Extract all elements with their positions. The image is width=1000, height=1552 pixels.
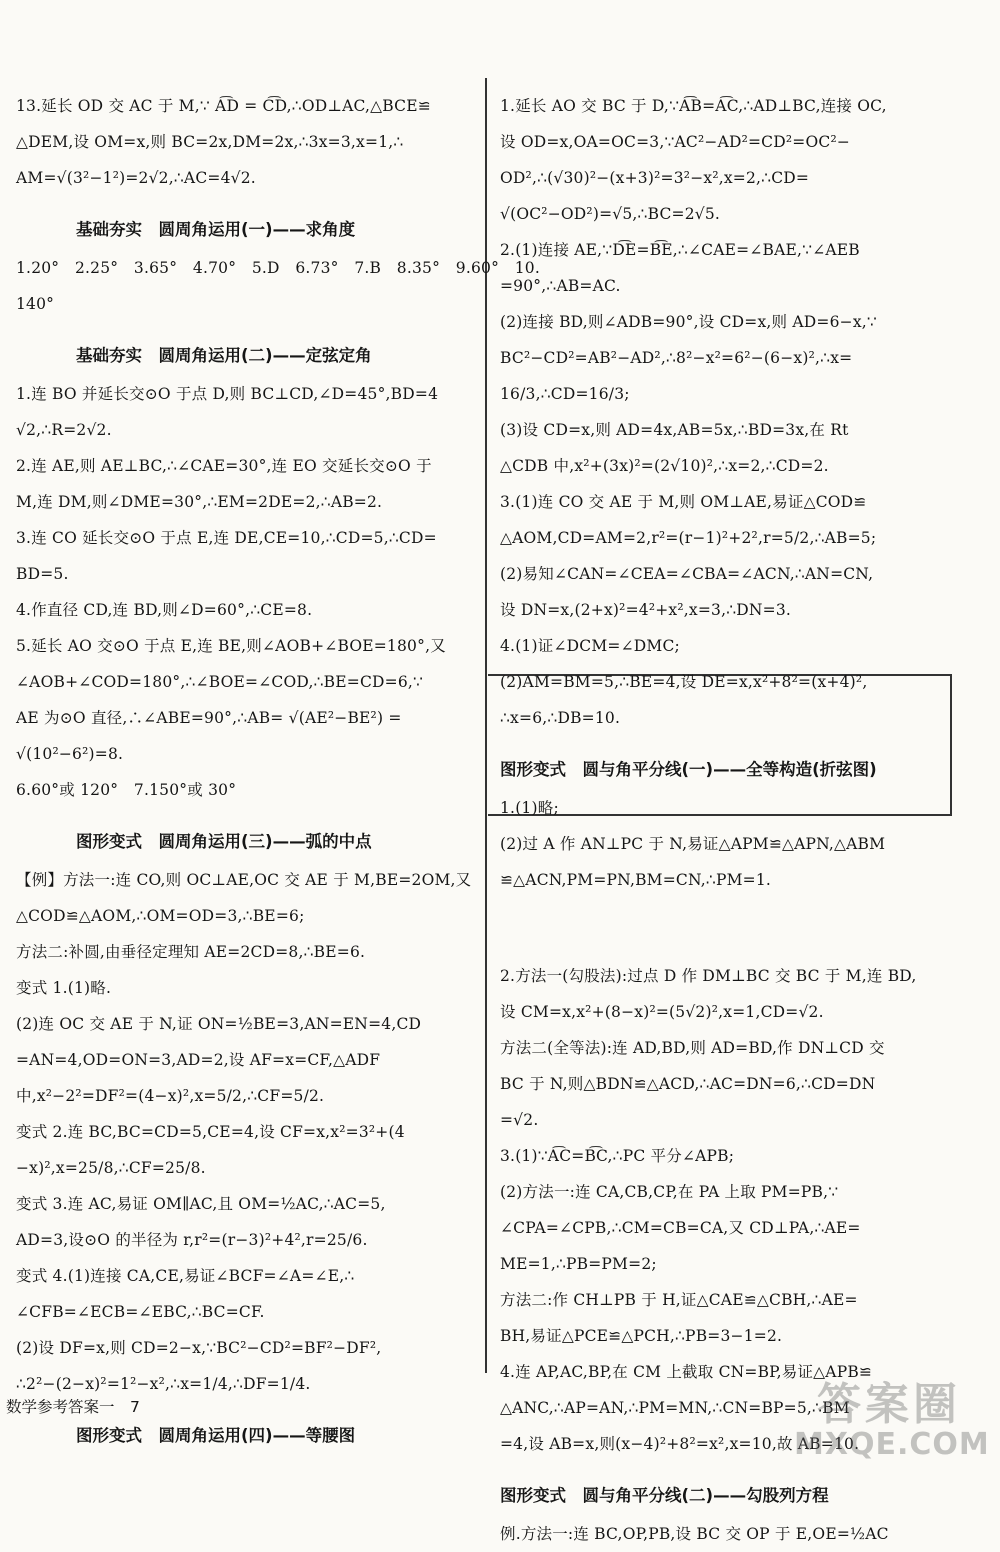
text-line: (2)AM=BM=5,∴BE=4,设 DE=x,x²+8²=(x+4)², — [500, 673, 868, 691]
text-line: 1.20° 2.25° 3.65° 4.70° 5.D 6.73° 7.B 8.35° 9.60° 10. — [16, 259, 540, 277]
text-line: 1.(1)略; — [500, 799, 559, 817]
text-line: 变式 1.(1)略. — [16, 979, 112, 997]
text-line: 设 CM=x,x²+(8−x)²=(5√2)²,x=1,CD=√2. — [500, 1003, 824, 1021]
text-line: 【例】方法一:连 CO,则 OC⊥AE,OC 交 AE 于 M,BE=2OM,又 — [16, 871, 472, 889]
text-line: ME=1,∴PB=PM=2; — [500, 1255, 657, 1273]
text-line: 4.作直径 CD,连 BD,则∠D=60°,∴CE=8. — [16, 601, 313, 619]
section-heading: 图形变式 圆与角平分线(一)——全等构造(折弦图) — [500, 760, 877, 779]
text-line: AD=3,设⊙O 的半径为 r,r²=(r−3)²+4²,r=25/6. — [16, 1231, 368, 1249]
text-line: ∴x=6,∴DB=10. — [500, 709, 621, 727]
text-line: (2)方法一:连 CA,CB,CP,在 PA 上取 PM=PB,∵ — [500, 1183, 839, 1201]
section-heading: 图形变式 圆周角运用(三)——弧的中点 — [76, 832, 372, 851]
text-line: =90°,∴AB=AC. — [500, 277, 621, 295]
watermark — [794, 1379, 990, 1466]
text-line: BD=5. — [16, 565, 69, 583]
text-line: △DEM,设 OM=x,则 BC=2x,DM=2x,∴3x=3,x=1,∴ — [16, 133, 404, 151]
text-line: BH,易证△PCE≌△PCH,∴PB=3−1=2. — [500, 1327, 783, 1345]
watermark-url: MXQE.COM — [794, 1427, 990, 1462]
text-line: △COD≌△AOM,∴OM=OD=3,∴BE=6; — [16, 907, 305, 925]
text-line: (3)设 CD=x,则 AD=4x,AB=5x,∴BD=3x,在 Rt — [500, 421, 849, 439]
text-line: 2.方法一(勾股法):过点 D 作 DM⊥BC 交 BC 于 M,连 BD, — [500, 967, 917, 985]
text-line: 2.(1)连接 AE,∵D͡E=B͡E,∴∠CAE=∠BAE,∵∠AEB — [500, 241, 860, 259]
text-line: ∠CFB=∠ECB=∠EBC,∴BC=CF. — [16, 1303, 265, 1321]
text-line: △CDB 中,x²+(3x)²=(2√10)²,∴x=2,∴CD=2. — [500, 457, 829, 475]
text-line: 4.(1)证∠DCM=∠DMC; — [500, 637, 680, 655]
text-line: 13.延长 OD 交 AC 于 M,∵ A͡D = C͡D,∴OD⊥AC,△BCE≌ — [16, 97, 431, 115]
text-line: √(OC²−OD²)=√5,∴BC=2√5. — [500, 205, 721, 223]
text-line: 变式 3.连 AC,易证 OM∥AC,且 OM=½AC,∴AC=5, — [16, 1195, 386, 1213]
text-line: =√2. — [500, 1111, 539, 1129]
text-line: 例.方法一:连 BC,OP,PB,设 BC 交 OP 于 E,OE=½AC — [500, 1525, 889, 1543]
text-line: 1.延长 AO 交 BC 于 D,∵A͡B=A͡C,∴AD⊥BC,连接 OC, — [500, 97, 887, 115]
section-heading: 图形变式 圆与角平分线(二)——勾股列方程 — [500, 1486, 829, 1505]
text-line: BC²−CD²=AB²−AD²,∴8²−x²=6²−(6−x)²,∴x= — [500, 349, 853, 367]
text-line: 方法二:作 CH⊥PB 于 H,证△CAE≌△CBH,∴AE= — [500, 1291, 858, 1309]
watermark-logo: 答案圈 — [817, 1379, 961, 1430]
text-line: ∴2²−(2−x)²=1²−x²,∴x=1/4,∴DF=1/4. — [16, 1375, 311, 1393]
text-line: 方法二(全等法):连 AD,BD,则 AD=BD,作 DN⊥CD 交 — [500, 1039, 885, 1057]
section-heading: 图形变式 圆周角运用(四)——等腰图 — [76, 1426, 356, 1445]
section-heading: 基础夯实 圆周角运用(一)——求角度 — [76, 220, 356, 239]
text-line: OD²,∴(√30)²−(x+3)²=3²−x²,x=2,∴CD= — [500, 169, 810, 187]
text-line: △ANC,∴AP=AN,∴PM=MN,∴CN=BP=5,∴BM — [500, 1399, 850, 1417]
text-line: ∠AOB+∠COD=180°,∴∠BOE=∠COD,∴BE=CD=6,∵ — [16, 673, 424, 691]
section-heading: 基础夯实 圆周角运用(二)——定弦定角 — [76, 346, 372, 365]
text-line: √(10²−6²)=8. — [16, 745, 124, 763]
text-line: =AN=4,OD=ON=3,AD=2,设 AF=x=CF,△ADF — [16, 1051, 381, 1069]
text-line: 140° — [16, 295, 55, 313]
text-line: 方法二:补圆,由垂径定理知 AE=2CD=8,∴BE=6. — [16, 943, 366, 961]
text-line: 3.(1)∵A͡C=B͡C,∴PC 平分∠APB; — [500, 1147, 735, 1165]
text-line: ∠CPA=∠CPB,∴CM=CB=CA,又 CD⊥PA,∴AE= — [500, 1219, 861, 1237]
text-line: (2)连 OC 交 AE 于 N,证 ON=½BE=3,AN=EN=4,CD — [16, 1015, 422, 1033]
text-line: AM=√(3²−1²)=2√2,∴AC=4√2. — [16, 169, 256, 187]
text-line: =4,设 AB=x,则(x−4)²+8²=x²,x=10,故 AB=10. — [500, 1435, 860, 1453]
text-line: 设 DN=x,(2+x)²=4²+x²,x=3,∴DN=3. — [500, 601, 792, 619]
text-line: 变式 4.(1)连接 CA,CE,易证∠BCF=∠A=∠E,∴ — [16, 1267, 355, 1285]
text-line: (2)连接 BD,则∠ADB=90°,设 CD=x,则 AD=6−x,∵ — [500, 313, 877, 331]
text-line: 3.连 CO 延长交⊙O 于点 E,连 DE,CE=10,∴CD=5,∴CD= — [16, 529, 437, 547]
text-line: ≌△ACN,PM=PN,BM=CN,∴PM=1. — [500, 871, 772, 889]
page-footer: 数学参考答案一 7 — [6, 1398, 140, 1416]
text-line: AE 为⊙O 直径,∴∠ABE=90°,∴AB= √(AE²−BE²) = — [16, 709, 402, 727]
text-line: 5.延长 AO 交⊙O 于点 E,连 BE,则∠AOB+∠BOE=180°,又 — [16, 637, 446, 655]
left-column — [16, 88, 540, 1456]
text-line: 3.(1)连 CO 交 AE 于 M,则 OM⊥AE,易证△COD≌ — [500, 493, 867, 511]
text-line: −x)²,x=25/8,∴CF=25/8. — [16, 1159, 206, 1177]
text-line: 中,x²−2²=DF²=(4−x)²,x=5/2,∴CF=5/2. — [16, 1087, 325, 1105]
text-line: 16/3,∴CD=16/3; — [500, 385, 630, 403]
text-line: BC 于 N,则△BDN≌△ACD,∴AC=DN=6,∴CD=DN — [500, 1075, 876, 1093]
text-line: M,连 DM,则∠DME=30°,∴EM=2DE=2,∴AB=2. — [16, 493, 383, 511]
text-line: △AOM,CD=AM=2,r²=(r−1)²+2²,r=5/2,∴AB=5; — [500, 529, 877, 547]
text-line: 2.连 AE,则 AE⊥BC,∴∠CAE=30°,连 EO 交延长交⊙O 于 — [16, 457, 432, 475]
text-line: 4.连 AP,AC,BP,在 CM 上截取 CN=BP,易证△APB≌ — [500, 1363, 873, 1381]
text-line: 6.60°或 120° 7.150°或 30° — [16, 781, 237, 799]
right-column — [500, 88, 948, 1552]
text-line: (2)设 DF=x,则 CD=2−x,∵BC²−CD²=BF²−DF², — [16, 1339, 382, 1357]
text-line: (2)过 A 作 AN⊥PC 于 N,易证△APM≌△APN,△ABM — [500, 835, 886, 853]
blank-space — [500, 898, 948, 958]
text-line: 变式 2.连 BC,BC=CD=5,CE=4,设 CF=x,x²=3²+(4 — [16, 1123, 405, 1141]
text-line: 设 OD=x,OA=OC=3,∵AC²−AD²=CD²=OC²− — [500, 133, 851, 151]
text-line: √2,∴R=2√2. — [16, 421, 112, 439]
text-line: (2)易知∠CAN=∠CEA=∠CBA=∠ACN,∴AN=CN, — [500, 565, 874, 583]
text-line: 1.连 BO 并延长交⊙O 于点 D,则 BC⊥CD,∠D=45°,BD=4 — [16, 385, 439, 403]
